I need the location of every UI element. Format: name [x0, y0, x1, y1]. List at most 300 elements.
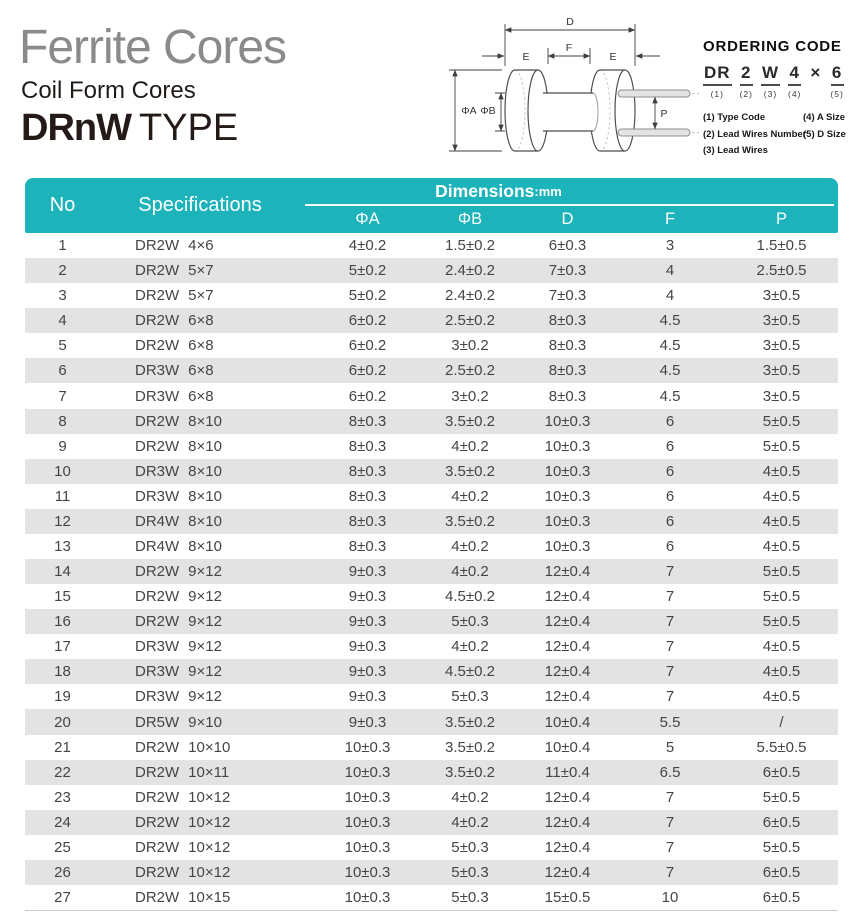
ordering-code-token: [761, 63, 780, 99]
dimensions-title: [315, 179, 682, 204]
ordering-code-char: 2: [740, 63, 753, 86]
page-title: Ferrite Cores: [19, 21, 287, 74]
center-shaft-shape: [543, 93, 598, 131]
table-row: [25, 509, 838, 534]
cell-d: 10±0.3: [544, 412, 591, 430]
spec-type: DR2W: [135, 613, 180, 631]
spec-size: 10×12: [188, 813, 231, 831]
cell-f: 5.5: [659, 713, 681, 731]
cell-f: 7: [665, 638, 675, 656]
cell-phi-a: 10±0.3: [344, 863, 391, 881]
cell-p: 2.5±0.5: [756, 262, 807, 280]
ordering-code-line: [703, 63, 850, 99]
spec-type: DR3W: [135, 638, 180, 656]
cell-p: 3±0.5: [762, 287, 801, 305]
cell-no: 11: [54, 487, 71, 505]
table-row: [25, 684, 838, 709]
cell-phi-a: 9±0.3: [348, 688, 387, 706]
spec-size: 10×12: [188, 838, 231, 856]
table-row: [25, 283, 838, 308]
cell-d: 8±0.3: [548, 337, 587, 355]
cell-no: 25: [54, 838, 71, 856]
spec-type: DR2W: [135, 337, 180, 355]
cell-specification: [100, 388, 315, 405]
ordering-legend-item: (3) Lead Wires: [703, 145, 768, 156]
cell-phi-a: 10±0.3: [344, 813, 391, 831]
cell-specification: [100, 287, 315, 304]
cell-phi-a: 8±0.3: [348, 537, 387, 555]
column-header-f: F: [664, 209, 676, 228]
spec-type: DR2W: [135, 738, 180, 756]
spec-size: 8×10: [188, 537, 222, 555]
cell-no: 7: [58, 387, 67, 405]
type-title: [21, 109, 238, 147]
cell-phi-a: 9±0.3: [348, 638, 387, 656]
cell-no: 23: [54, 788, 71, 806]
spec-size: 5×7: [188, 262, 214, 280]
cell-phi-b: 3.5±0.2: [445, 713, 495, 731]
cell-no: 8: [58, 412, 67, 430]
cell-d: 12±0.4: [544, 588, 591, 606]
cell-no: 2: [58, 262, 67, 280]
ordering-code-index: (2): [739, 89, 753, 99]
spec-type: DR3W: [135, 487, 180, 505]
cell-phi-b: 3±0.2: [451, 387, 489, 405]
cell-p: 4±0.5: [762, 663, 801, 681]
cell-phi-b: 2.4±0.2: [445, 262, 495, 280]
cell-f: 7: [665, 663, 675, 681]
table-row: [25, 383, 838, 408]
cell-f: 6: [665, 462, 675, 480]
type-name: DRnW: [21, 107, 131, 149]
table-row: [25, 333, 838, 358]
column-header-p: P: [775, 209, 787, 228]
dimension-column-headers: [315, 205, 838, 233]
cell-phi-a: 10±0.3: [344, 738, 391, 756]
cell-d: 12±0.4: [544, 838, 591, 856]
table-row: [25, 484, 838, 509]
cell-d: 11±0.4: [545, 763, 590, 781]
cell-f: 6: [665, 537, 675, 555]
cell-p: 4±0.5: [762, 638, 801, 656]
spec-type: DR3W: [135, 387, 180, 405]
spec-size: 9×12: [188, 588, 222, 606]
spec-type: DR2W: [135, 763, 180, 781]
cell-no: 16: [54, 613, 71, 631]
spec-size: 6×8: [188, 312, 214, 330]
cell-d: 10±0.3: [544, 462, 591, 480]
cell-p: 4±0.5: [762, 688, 801, 706]
cell-f: 6: [665, 412, 675, 430]
table-row: [25, 810, 838, 835]
spec-size: 8×10: [188, 462, 222, 480]
table-row: [25, 860, 838, 885]
spec-size: 9×12: [188, 563, 222, 581]
cell-no: 13: [54, 537, 71, 555]
table-row: [25, 735, 838, 760]
spec-type: DR3W: [135, 362, 180, 380]
cell-no: 12: [54, 512, 71, 530]
cell-phi-b: 3.5±0.2: [445, 763, 495, 781]
spec-size: 9×12: [188, 663, 222, 681]
table-row: [25, 409, 838, 434]
cell-no: 26: [54, 863, 71, 881]
cell-phi-b: 2.5±0.2: [445, 362, 495, 380]
cell-no: 27: [54, 889, 71, 907]
cell-specification: [100, 588, 315, 605]
spec-size: 5×7: [188, 287, 214, 305]
table-row: [25, 434, 838, 459]
spec-type: DR2W: [135, 287, 180, 305]
cell-phi-a: 8±0.3: [348, 487, 387, 505]
spec-type: DR2W: [135, 813, 180, 831]
dimension-d-label: D: [566, 16, 574, 28]
cell-d: 10±0.3: [544, 437, 591, 455]
cell-specification: [100, 663, 315, 680]
cell-f: 3: [665, 237, 675, 255]
spec-type: DR2W: [135, 863, 180, 881]
cell-specification: [100, 739, 315, 756]
ordering-code-token: [788, 63, 801, 99]
spec-size: 9×12: [188, 688, 222, 706]
cell-f: 4: [665, 287, 675, 305]
cell-f: 4.5: [659, 337, 681, 355]
cell-p: 5±0.5: [762, 563, 801, 581]
cell-f: 4.5: [659, 362, 681, 380]
cell-no: 3: [58, 287, 67, 305]
cell-phi-b: 3.5±0.2: [445, 738, 495, 756]
cell-phi-b: 5±0.3: [451, 613, 489, 631]
cell-f: 7: [665, 688, 675, 706]
cell-phi-a: 6±0.2: [348, 362, 387, 380]
ordering-code-token: [809, 63, 822, 89]
spec-type: DR2W: [135, 588, 180, 606]
table-row: [25, 835, 838, 860]
cell-p: 4±0.5: [762, 512, 801, 530]
cell-f: 4.5: [659, 312, 681, 330]
cell-f: 6: [665, 512, 675, 530]
cell-phi-a: 10±0.3: [344, 838, 391, 856]
cell-d: 12±0.4: [544, 863, 591, 881]
cell-phi-b: 2.5±0.2: [445, 312, 495, 330]
page-subtitle: Coil Form Cores: [21, 77, 196, 104]
spec-type: DR2W: [135, 437, 180, 455]
cell-no: 20: [54, 713, 71, 731]
cell-f: 6: [665, 437, 675, 455]
cell-p: 5±0.5: [762, 838, 801, 856]
spec-size: 10×12: [188, 863, 231, 881]
cell-phi-a: 9±0.3: [348, 713, 387, 731]
cell-specification: [100, 488, 315, 505]
cell-phi-b: 4±0.2: [451, 487, 489, 505]
cell-f: 4: [665, 262, 675, 280]
cell-f: 7: [665, 863, 675, 881]
cell-f: 7: [665, 588, 675, 606]
cell-specification: [100, 714, 315, 731]
cell-f: 10: [661, 889, 679, 907]
cell-p: 1.5±0.5: [756, 237, 807, 255]
cell-d: 10±0.3: [544, 512, 591, 530]
cell-specification: [100, 513, 315, 530]
table-row: [25, 258, 838, 283]
cell-no: 15: [54, 588, 71, 606]
cell-p: /: [779, 713, 784, 731]
ordering-code-char: 6: [831, 63, 844, 86]
dimension-phi-a-label: ΦA: [461, 105, 477, 117]
cell-specification: [100, 237, 315, 254]
cell-specification: [100, 839, 315, 856]
cell-phi-a: 9±0.3: [348, 663, 387, 681]
table-row: [25, 785, 838, 810]
cell-d: 8±0.3: [548, 387, 587, 405]
cell-phi-a: 9±0.3: [348, 588, 387, 606]
cell-phi-b: 3.5±0.2: [445, 462, 495, 480]
type-suffix: TYPE: [138, 107, 239, 149]
spec-type: DR3W: [135, 462, 180, 480]
cell-specification: [100, 764, 315, 781]
cell-phi-b: 4±0.2: [451, 437, 489, 455]
cell-phi-b: 4±0.2: [451, 563, 489, 581]
cell-phi-a: 9±0.3: [348, 613, 387, 631]
cell-phi-b: 5±0.3: [451, 688, 489, 706]
cell-no: 18: [54, 663, 71, 681]
cell-specification: [100, 337, 315, 354]
cell-d: 10±0.4: [544, 713, 591, 731]
cell-specification: [100, 864, 315, 881]
cell-d: 12±0.4: [544, 563, 591, 581]
ordering-code-token: [830, 63, 843, 99]
cell-p: 4±0.5: [762, 537, 801, 555]
cell-specification: [100, 262, 315, 279]
spec-size: 6×8: [188, 337, 214, 355]
cell-phi-b: 4±0.2: [451, 638, 489, 656]
table-row: [25, 559, 838, 584]
cell-phi-b: 2.4±0.2: [445, 287, 495, 305]
table-header: [25, 178, 838, 233]
spec-size: 9×12: [188, 638, 222, 656]
cell-p: 5.5±0.5: [756, 738, 807, 756]
cell-f: 7: [665, 563, 675, 581]
cell-specification: [100, 463, 315, 480]
cell-phi-a: 8±0.3: [348, 512, 387, 530]
spec-size: 4×6: [188, 237, 214, 255]
cell-p: 6±0.5: [762, 889, 801, 907]
table-row: [25, 659, 838, 684]
cell-specification: [100, 638, 315, 655]
cell-specification: [100, 789, 315, 806]
ordering-code-token: [703, 63, 732, 99]
cell-phi-a: 8±0.3: [348, 412, 387, 430]
spec-type: DR2W: [135, 563, 180, 581]
cell-d: 8±0.3: [548, 312, 587, 330]
spec-type: DR2W: [135, 312, 180, 330]
cell-d: 6±0.3: [548, 237, 587, 255]
spec-size: 10×11: [188, 763, 230, 781]
cell-specification: [100, 613, 315, 630]
spec-size: 9×10: [188, 713, 222, 731]
spec-type: DR2W: [135, 838, 180, 856]
spec-size: 10×12: [188, 788, 231, 806]
table-row: [25, 308, 838, 333]
cell-f: 7: [665, 813, 675, 831]
column-header-d: D: [561, 209, 574, 228]
cell-no: 14: [54, 563, 71, 581]
spec-type: DR3W: [135, 688, 180, 706]
cell-no: 17: [54, 638, 71, 656]
ordering-code-char: ×: [810, 63, 822, 82]
cell-f: 5: [665, 738, 675, 756]
cell-d: 15±0.5: [544, 889, 591, 907]
cell-p: 3±0.5: [762, 312, 801, 330]
cell-no: 9: [58, 437, 67, 455]
cell-p: 5±0.5: [762, 588, 801, 606]
ordering-legend-right: [803, 110, 846, 160]
spec-size: 8×10: [188, 512, 222, 530]
cell-f: 7: [665, 788, 675, 806]
column-header-φb: ΦB: [457, 209, 483, 228]
cell-p: 3±0.5: [762, 337, 801, 355]
cell-specification: [100, 438, 315, 455]
cell-p: 6±0.5: [762, 813, 801, 831]
cell-phi-a: 10±0.3: [344, 788, 391, 806]
cell-phi-b: 5±0.3: [451, 889, 489, 907]
cell-p: 4±0.5: [762, 487, 801, 505]
cell-d: 10±0.3: [544, 487, 591, 505]
table-row: [25, 534, 838, 559]
dimension-e-right-label: E: [609, 51, 617, 63]
cell-specification: [100, 563, 315, 580]
cell-d: 12±0.4: [544, 788, 591, 806]
ordering-code-legend: [703, 110, 850, 160]
cell-d: 12±0.4: [544, 638, 591, 656]
cell-phi-a: 10±0.3: [344, 763, 391, 781]
table-row: [25, 709, 838, 734]
ordering-legend-item: (2) Lead Wires Number: [703, 128, 807, 140]
cell-no: 22: [54, 763, 71, 781]
spec-type: DR4W: [135, 537, 180, 555]
cell-phi-a: 8±0.3: [348, 462, 387, 480]
table-body: [25, 233, 838, 910]
spec-type: DR2W: [135, 889, 180, 907]
cell-f: 4.5: [659, 387, 681, 405]
cell-no: 5: [58, 337, 67, 355]
cell-p: 3±0.5: [762, 387, 801, 405]
cell-p: 5±0.5: [762, 788, 801, 806]
core-technical-drawing: [438, 8, 700, 170]
cell-p: 3±0.5: [762, 362, 801, 380]
cell-phi-a: 6±0.2: [348, 387, 387, 405]
cell-phi-a: 5±0.2: [348, 287, 387, 305]
cell-f: 7: [665, 838, 675, 856]
cell-no: 19: [54, 688, 71, 706]
dimensions-header-group: [315, 178, 838, 233]
table-row: [25, 609, 838, 634]
column-header-no: No: [49, 194, 76, 216]
table-row: [25, 459, 838, 484]
cell-d: 10±0.3: [544, 537, 591, 555]
column-header-specifications: Specifications: [138, 194, 262, 216]
ordering-code-index: (5): [830, 89, 844, 99]
spec-size: 8×10: [188, 487, 222, 505]
ordering-code-panel: [703, 38, 850, 160]
spec-type: DR3W: [135, 663, 180, 681]
column-header-φa: ΦA: [355, 209, 380, 228]
cell-phi-b: 4.5±0.2: [445, 663, 495, 681]
cell-p: 6±0.5: [762, 763, 801, 781]
cell-p: 5±0.5: [762, 613, 801, 631]
cell-specification: [100, 889, 315, 906]
cell-p: 4±0.5: [762, 462, 801, 480]
dimension-f-label: F: [565, 42, 573, 54]
cell-phi-a: 8±0.3: [348, 437, 387, 455]
dimension-phi-b-label: ΦB: [480, 105, 496, 117]
table-row: [25, 233, 838, 258]
spec-size: 6×8: [188, 387, 214, 405]
cell-phi-b: 3.5±0.2: [445, 412, 495, 430]
spec-type: DR2W: [135, 262, 180, 280]
cell-phi-b: 4±0.2: [451, 537, 489, 555]
dimension-e-left-label: E: [522, 51, 530, 63]
spec-size: 10×15: [188, 889, 231, 907]
cell-no: 4: [58, 312, 67, 330]
ordering-code-char: W: [761, 63, 780, 86]
table-row: [25, 634, 838, 659]
cell-phi-b: 1.5±0.2: [445, 237, 495, 255]
table-row: [25, 760, 838, 785]
cell-phi-a: 4±0.2: [348, 237, 387, 255]
cell-phi-a: 9±0.3: [348, 563, 387, 581]
cell-specification: [100, 538, 315, 555]
spec-size: 8×10: [188, 437, 222, 455]
ordering-code-char: 4: [788, 63, 801, 86]
dimension-p-label: P: [660, 108, 668, 120]
drum-core-diagram-svg: [438, 8, 700, 170]
cell-phi-b: 3.5±0.2: [445, 512, 495, 530]
spec-type: DR2W: [135, 237, 180, 255]
cell-phi-a: 10±0.3: [344, 889, 391, 907]
cell-phi-b: 3±0.2: [451, 337, 489, 355]
spec-size: 8×10: [188, 412, 222, 430]
cell-phi-a: 6±0.2: [348, 312, 387, 330]
cell-phi-b: 4±0.2: [451, 813, 489, 831]
cell-d: 12±0.4: [544, 613, 591, 631]
dimensions-unit-text: :mm: [534, 184, 562, 199]
ordering-legend-left: [703, 110, 807, 160]
spec-size: 6×8: [188, 362, 214, 380]
cell-no: 10: [54, 462, 71, 480]
spec-type: DR5W: [135, 713, 180, 731]
ordering-legend-item: (4) A Size: [803, 112, 846, 123]
ordering-code-title: ORDERING CODE: [703, 38, 842, 55]
table-row: [25, 885, 838, 910]
cell-p: 5±0.5: [762, 437, 801, 455]
cell-no: 6: [58, 362, 67, 380]
ordering-code-char: DR: [703, 63, 732, 86]
cell-specification: [100, 312, 315, 329]
cell-no: 21: [54, 738, 71, 756]
cell-specification: [100, 688, 315, 705]
cell-specification: [100, 413, 315, 430]
spec-type: DR2W: [135, 412, 180, 430]
spec-type: DR2W: [135, 788, 180, 806]
left-flange-shape: [505, 70, 548, 151]
cell-specification: [100, 362, 315, 379]
ordering-code-index: (4): [788, 89, 802, 99]
cell-no: 1: [58, 237, 67, 255]
cell-phi-b: 5±0.3: [451, 863, 489, 881]
spec-size: 10×10: [188, 738, 231, 756]
cell-phi-b: 4±0.2: [451, 788, 489, 806]
